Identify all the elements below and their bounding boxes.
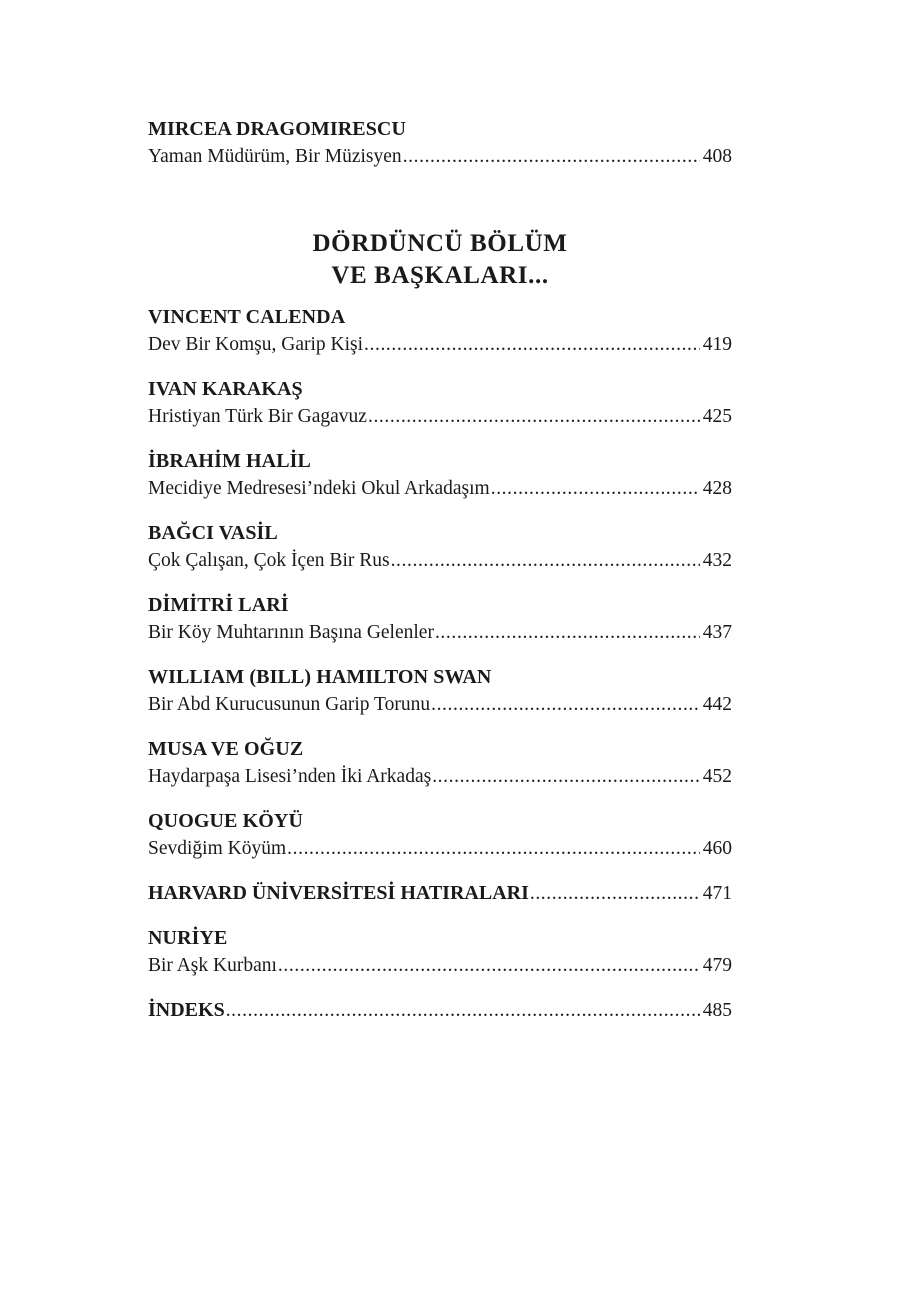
dot-leader (364, 331, 700, 358)
entry-title: Dev Bir Komşu, Garip Kişi (148, 334, 364, 355)
entry-page-number: 432 (702, 550, 732, 571)
entry-line (148, 619, 732, 646)
dot-leader (226, 997, 700, 1024)
entry-title: Sevdiğim Köyüm (148, 838, 287, 859)
toc-entry-indeks (148, 997, 732, 1024)
entry-page-number: 471 (702, 883, 732, 904)
table-of-contents (148, 116, 732, 1042)
dot-leader (278, 952, 700, 979)
dot-leader (530, 880, 700, 907)
toc-entry (148, 304, 732, 358)
entry-title: Haydarpaşa Lisesi’nden İki Arkadaş (148, 766, 432, 787)
entry-line (148, 475, 732, 502)
entry-title: HARVARD ÜNİVERSİTESİ HATIRALARI (148, 882, 529, 904)
toc-entry (148, 592, 732, 646)
dot-leader (435, 619, 700, 646)
entry-line (148, 331, 732, 358)
entry-page-number: 442 (702, 694, 732, 715)
entry-page-number: 452 (702, 766, 732, 787)
entry-page-number: 479 (702, 955, 732, 976)
toc-entry (148, 664, 732, 718)
entry-page-number: 425 (702, 406, 732, 427)
entry-title: Yaman Müdürüm, Bir Müzisyen (148, 146, 402, 167)
entry-name: MUSA VE OĞUZ (148, 738, 304, 760)
toc-entry (148, 376, 732, 430)
entry-line (148, 763, 732, 790)
entry-line (148, 547, 732, 574)
entry-page-number: 485 (702, 1000, 732, 1021)
dot-leader (391, 547, 700, 574)
section-heading-line2: VE BAŞKALARI... (331, 262, 549, 289)
entry-name: IVAN KARAKAŞ (148, 378, 303, 400)
entry-name: MIRCEA DRAGOMIRESCU (148, 118, 407, 140)
dot-leader (287, 835, 700, 862)
entry-page-number: 428 (702, 478, 732, 499)
entry-line (148, 835, 732, 862)
entry-title: Mecidiye Medresesi’ndeki Okul Arkadaşım (148, 478, 490, 499)
entry-title: Bir Aşk Kurbanı (148, 955, 277, 976)
entry-title: Çok Çalışan, Çok İçen Bir Rus (148, 550, 390, 571)
entry-page-number: 408 (702, 146, 732, 167)
section-heading-line1: DÖRDÜNCÜ BÖLÜM (312, 230, 568, 257)
dot-leader (403, 143, 700, 170)
entry-title: Hristiyan Türk Bir Gagavuz (148, 406, 367, 427)
toc-entry (148, 520, 732, 574)
entry-page-number: 437 (702, 622, 732, 643)
entry-name: WILLIAM (BILL) HAMILTON SWAN (148, 666, 492, 688)
dot-leader (431, 691, 700, 718)
toc-entry (148, 116, 732, 170)
entry-line (148, 143, 732, 170)
entry-page-number: 419 (702, 334, 732, 355)
toc-entry (148, 448, 732, 502)
toc-entry (148, 736, 732, 790)
entry-name: NURİYE (148, 927, 228, 949)
entry-name: İBRAHİM HALİL (148, 450, 311, 472)
entry-line (148, 997, 732, 1024)
section-heading (148, 228, 732, 292)
entry-name: BAĞCI VASİL (148, 522, 278, 544)
entry-line (148, 403, 732, 430)
entry-title: Bir Abd Kurucusunun Garip Torunu (148, 694, 431, 715)
entry-title: Bir Köy Muhtarının Başına Gelenler (148, 622, 434, 643)
entry-name: QUOGUE KÖYÜ (148, 810, 303, 832)
entry-line (148, 880, 732, 907)
dot-leader (368, 403, 700, 430)
dot-leader (491, 475, 700, 502)
entry-line (148, 691, 732, 718)
entry-title: İNDEKS (148, 999, 225, 1021)
toc-entry (148, 808, 732, 862)
dot-leader (432, 763, 700, 790)
entry-line (148, 952, 732, 979)
toc-entry-nuriye (148, 925, 732, 979)
entry-page-number: 460 (702, 838, 732, 859)
toc-entry-harvard (148, 880, 732, 907)
entry-name: VINCENT CALENDA (148, 306, 346, 328)
entry-name: DİMİTRİ LARİ (148, 594, 289, 616)
